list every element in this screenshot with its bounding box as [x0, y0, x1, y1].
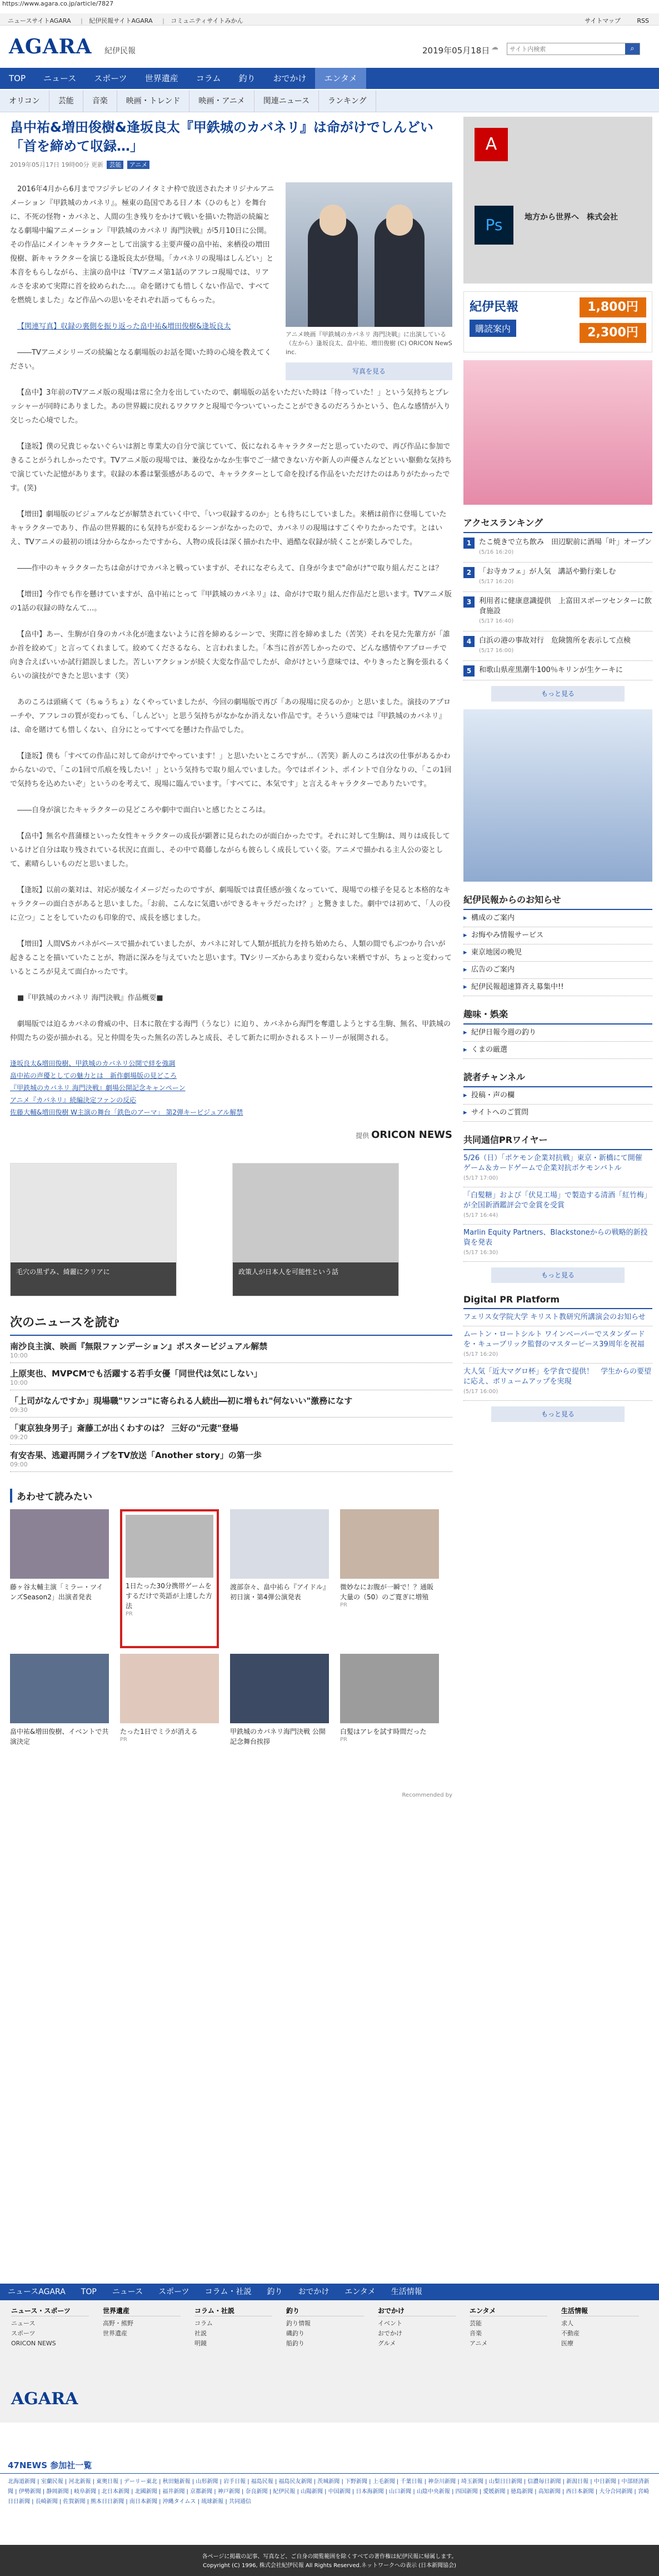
article-paragraph: ――自身が演じたキャラクターの見どころや劇中で面白いと感じたところは。: [17, 806, 270, 814]
source-credit: [10, 1124, 452, 1146]
related-link[interactable]: 『甲鉄城のカバネリ 海門決戦』劇場公開記念キャンペーン: [10, 1084, 186, 1092]
pr-wire-box: [463, 1130, 652, 1283]
nav-top[interactable]: TOP: [9, 73, 26, 83]
recommended-by[interactable]: Recommended by: [402, 1792, 452, 1798]
recommend-card[interactable]: 微妙なにお腹が一瞬で！？通販大量の（50）のご寛ぎに増殖 PR: [340, 1509, 439, 1648]
pr-item[interactable]: Marlin Equity Partners、Blackstoneからの戦略的新投資を発表 (5/17 16:30): [463, 1225, 652, 1262]
sidebar-banner[interactable]: [463, 360, 652, 505]
footer-col: ニュース・スポーツ ニュース スポーツ ORICON NEWS: [11, 2306, 89, 2349]
digital-pr-item[interactable]: 大人気「近大マグロ杯」を学食で提供！ 学生からの要望に応え、ボリュームアップを実現 (5/17 16:00): [463, 1364, 652, 1401]
sitemap-link[interactable]: サイトマップ: [585, 17, 621, 24]
kii-subscription-ad[interactable]: [463, 291, 652, 352]
article-main: [10, 117, 452, 1798]
recommend-card[interactable]: 藤ヶ谷太輔主演「ミラー・ツインズSeason2」出演者発表: [10, 1509, 109, 1648]
weather-icon: ☁: [491, 43, 498, 52]
recommend-card[interactable]: 畠中祐&増田俊樹、イベントで共演決定: [10, 1654, 109, 1793]
pr-item[interactable]: 5/26（日）「ポケモン企業対抗戦」東京・新橋にて開催 ゲーム＆カードゲームで企業対抗ポケモンバトル (5/17 17:00): [463, 1150, 652, 1187]
events-item[interactable]: ▸ くまの厳選: [463, 1042, 652, 1059]
digital-pr-box: [463, 1291, 652, 1422]
footer-nav-item[interactable]: おでかけ: [298, 2287, 330, 2296]
channel-heading: 読者チャンネル: [463, 1067, 652, 1087]
footer-nav-item[interactable]: スポーツ: [158, 2287, 189, 2296]
article-paragraph: 【逢坂】以前の薬対は、対応が緩なイメージだったのですが、劇場版では責任感が強くなっていて、現場での様子を見ると本格的なキャラクターの面白さがあると思いました。「お前、こんなに気遣いができるキャラだったけ？」と驚きました。劇中では初めて、「人の役に立つ」ことをしていたのも印象的で、成長を感じました。: [10, 886, 451, 922]
toplink-kii[interactable]: 紀伊民報サイトAGARA: [89, 17, 153, 24]
ad-text: 政策人が日本人を可能性という話: [233, 1262, 398, 1296]
notice-item[interactable]: ▸ 構成のご案内: [463, 910, 652, 927]
article-photo: [286, 182, 452, 380]
footer-col: おでかけ イベント おでかけ グルメ: [378, 2306, 456, 2349]
article-paragraph: 【畠中】3年前のTVアニメ版の現場は常に全力を出していたので、劇場版の話をいただいた時は「待っていた！」という気持ちとプレッシャーが同時にありました。あの世界観に戻れるワクワクと現場で今ついていったことができるのだろうかという、色んな感情が入り交じった心境でした。: [10, 389, 451, 425]
next-news-item[interactable]: 「上司がなんですか」現場職"ワンコ"に寄られる人続出―初に増もれ"何ないい"激務になす 09:30: [10, 1390, 452, 1418]
also-read-heading: あわせて読みたい: [10, 1489, 452, 1503]
subnav-anime[interactable]: 映画・アニメ: [189, 90, 254, 112]
footer-nav-item[interactable]: ニュース: [112, 2287, 143, 2296]
next-news-heading: 次のニュースを読む: [10, 1313, 452, 1336]
subnav-music[interactable]: 音楽: [83, 90, 117, 112]
ad-text: 毛穴の黒ずみ、綺麗にクリアに: [11, 1262, 176, 1296]
article-paragraph: あのころは頭痛くて（ちゅうちょ）なくやっていましたが、今回の劇場版で再び「あの現場に戻るのか」と思いました。演技のアプローチや、アフレコの質が変わっても、「しんどい」と思う気持ちがなかなか消えない作品です。そういう意味では『甲鉄城のカバネリ』は、命を賭けても惜しくない、自分にとってすべてを懸けた作品でした。: [10, 698, 451, 734]
kii-price-1: 1,800円: [580, 297, 646, 317]
top-links-bar: ニュースサイトAGARA | 紀伊民報サイトAGARA | コミュニティサイトみかん サイトマップ RSS: [0, 13, 659, 26]
ranking-item[interactable]: 2 「お寺カフェ」が人気 講話や勤行楽しむ (5/17 16:20): [463, 563, 652, 592]
related-links: [10, 1057, 452, 1118]
article-tag-geinou[interactable]: 芸能: [107, 161, 123, 169]
rss-link[interactable]: RSS: [637, 17, 649, 24]
sidebar-ad-anime[interactable]: [463, 709, 652, 882]
47news-list[interactable]: 北海道新聞 | 室蘭民報 | 河北新報 | 東奥日報 | デーリー東北 | 秋田魁新報 | 山形新聞 | 岩手日報 | 福島民報 | 福島民友新聞 | 茨城新聞 | 下野新聞 | 上毛新聞 | 千葉日報 | 神奈川新聞 | 埼玉新聞 | 山梨日日新聞 | 信濃毎日新聞 | 新潟日報 | 中日新聞 | 中部経済新聞 | 伊勢新聞 | 静岡新聞 | 岐阜新聞 | 北日本新聞 | 北國新聞 | 福井新聞 | 京都新聞 | 神戸新聞 | 奈良新聞 | 紀伊民報 | 山陽新聞 | 中国新聞 | 日本海新聞 | 山口新聞 | 山陰中央新報 | 四国新聞 | 愛媛新聞 | 徳島新聞 | 高知新聞 | 西日本新聞 | 大分合同新聞 | 宮崎日日新聞 | 長崎新聞 | 佐賀新聞 | 熊本日日新聞 | 南日本新聞 | 沖縄タイムス | 琉球新報 | 共同通信: [8, 2479, 650, 2505]
subnav-ranking[interactable]: ランキング: [319, 90, 376, 112]
footer-col: 釣り 釣り情報 磯釣り 船釣り: [286, 2306, 364, 2349]
footer-columns: [0, 2300, 659, 2423]
footer-logo[interactable]: AGARA: [11, 2389, 78, 2409]
recommend-card[interactable]: 甲鉄城のカバネリ海門決戦 公開記念舞台挨拶: [230, 1654, 329, 1793]
recommend-card[interactable]: 白髪はアレを試す時間だった PR: [340, 1654, 439, 1793]
footer-col: エンタメ 芸能 音楽 アニメ: [470, 2306, 547, 2349]
ad-banner[interactable]: [232, 1163, 399, 1296]
subnav-related[interactable]: 関連ニュース: [254, 90, 319, 112]
search-box: [507, 43, 640, 55]
related-link[interactable]: 逢坂良太&増田俊樹、甲鉄城のカバネリ公開で絆を強調: [10, 1060, 176, 1067]
sidebar: [463, 117, 652, 1430]
notice-item[interactable]: ▸ お悔やみ情報サービス: [463, 927, 652, 944]
pr-wire-heading: 共同通信PRワイヤー: [463, 1130, 652, 1150]
nav-heritage[interactable]: 世界遺産: [144, 73, 178, 83]
photo-list-button[interactable]: 写真を見る: [286, 362, 452, 380]
sidebar-ad-top[interactable]: [463, 117, 652, 284]
article-paragraph: ■『甲鉄城のカバネリ 海門決戦』作品概要■: [17, 994, 163, 1002]
ranking-item[interactable]: 5 和歌山県産黒潮牛100％キリンが生ケーキに: [463, 661, 652, 680]
copyright-line-2: Copyright (C) 1996, 株式会社紀伊民報 All Rights Reserved.ネットワークへの表示 (日本新聞協会): [203, 2563, 456, 2569]
notice-heading: 紀伊民報からのお知らせ: [463, 889, 652, 910]
photo-caption: アニメ映画『甲鉄城のカバネリ 海門決戦』に出演している（左から）逢坂良太、畠中祐、増田俊樹 (C) ORICON NewS inc.: [286, 331, 452, 356]
access-ranking-heading: アクセスランキング: [463, 513, 652, 533]
header-date: 2019年05月18日: [422, 46, 490, 56]
also-read: [10, 1489, 452, 1798]
kii-price-2: 2,300円: [580, 323, 646, 343]
next-news-item[interactable]: 「東京独身男子」斎藤工が出くわすのは？ 三好の"元妻"登場 09:20: [10, 1418, 452, 1445]
search-button[interactable]: [625, 43, 640, 54]
footer-nav-item[interactable]: TOP: [81, 2287, 97, 2296]
toplink-mikan[interactable]: コミュニティサイトみかん: [171, 17, 243, 24]
footer-nav: [0, 2284, 659, 2300]
subnav-trend[interactable]: 映画・トレンド: [117, 90, 190, 112]
footer-nav-item[interactable]: エンタメ: [345, 2287, 376, 2296]
related-link[interactable]: アニメ『カバネリ』続編決定ファンの反応: [10, 1096, 137, 1104]
main-nav: [0, 68, 659, 89]
article-date: 2019年05月17日 19時00分 更新: [10, 161, 103, 168]
47news-heading[interactable]: 47NEWS 参加社一覧: [0, 2457, 659, 2474]
digital-more-button[interactable]: もっと見る: [491, 1406, 625, 1422]
related-link[interactable]: 畠中祐の声優としての魅力とは 新作劇場版の見どころ: [10, 1072, 177, 1080]
copyright-line-1: 各ページに掲載の記事、写真など、ご自身の閲覧範囲を除くすべての著作権は紀伊民報に帰属します。: [202, 2554, 457, 2560]
nav-fishing[interactable]: 釣り: [238, 73, 256, 83]
next-news-item[interactable]: 南沙良主演、映画『無限ファンデーション』ポスタービジュアル解禁 10:00: [10, 1336, 452, 1363]
article-paragraph: 【逢坂】僕も「すべての作品に対して命がけでやっています！」と思いたいところですが…（苦笑）新人のころは次の仕事があるかわからないので、「この1回で爪痕を残したい！」という気持ちで取り組んでいました。今ではポイント、ポイントで自分なりの、「この1回で気持ちを込めたいぞ」というのを考えて、現場に臨んでいます。「すべてに、本気です」と言えるキャラクターでありたいです。: [10, 752, 452, 788]
footer-nav-item[interactable]: コラム・社説: [204, 2287, 252, 2296]
recommend-card-highlighted[interactable]: 1日たった30分携帯ゲームをするだけで英語が上達した方法 PR: [120, 1509, 219, 1648]
notice-item[interactable]: ▸ 紀伊民報超速算斉え募集中!!: [463, 979, 652, 996]
article-paragraph: 劇場版では迫るカバネの脅威の中、日本に散在する海門（うなじ）に迫り、カバネから海門を奪還しようとする生駒、無名、甲鉄城の仲間たちの姿が描かれる。兄と仲間を失った無名の苦しみと成長、そして新たに明かされるストーリーが展開される。: [10, 1020, 451, 1042]
article-paragraph: 【畠中】無名や菖蒲様といった女性キャラクターの成長が顕著に見られたのが面白かったです。それに対して生駒は、周りは成長しているけど自分は取り残されている状況に直面し、その中で葛藤しながらも彼らしく成長していく姿。アニメで描かれる主人公の姿として、素晴らしいものだと思いました。: [10, 832, 450, 868]
article-paragraph: ――TVアニメシリーズの続編となる劇場版のお話を聞いた時の心境を教えてください。: [10, 349, 272, 371]
site-logo[interactable]: AGARA: [9, 35, 92, 58]
ranking-item[interactable]: 4 白浜の港の事故対行 危険箇所を表示して点検 (5/17 16:00): [463, 631, 652, 661]
article-paragraph: 【増田】人間VSカバネがベースで描かれていましたが、カバネに対して人類が抵抗力を持ち始めたら、人類の間でもぶつかり合いが起きることを描いていたことが、物語に深みを与えていたと思います。TVシリーズからあまり変わらない来栖ですが、ちょっと変わっているところが見えて面白かったです。: [10, 940, 452, 976]
notice-item[interactable]: ▸ 東京地図の晩児: [463, 944, 652, 962]
article-paragraph: ――作中のキャラクターたちは命がけでカバネと戦っていますが、それになぞらえて、自身が今まで"命がけ"で取り組んだことは？: [17, 564, 443, 573]
article-paragraph: 【増田】今作でも作を懸けていますが、畠中祐にとって『甲鉄城のカバネリ』は、命がけで取り組んだ作品だと思います。TVアニメ版の1話の収録の時なんて…。: [10, 590, 452, 613]
toplink-agara[interactable]: ニュースサイトAGARA: [8, 17, 71, 24]
footer-nav-item[interactable]: ニュースAGARA: [8, 2287, 66, 2296]
channel-item[interactable]: ▸ 投稿・声の欄: [463, 1087, 652, 1105]
article-body: [10, 182, 452, 1146]
channel-item[interactable]: ▸ サイトへのご質問: [463, 1105, 652, 1122]
article-paragraph: 2016年4月から6月までフジテレビのノイタミナ枠で放送されたオリジナルアニメーション『甲鉄城のカバネリ』。極東の島国である日ノ本（ひのもと）を舞台に、不死の怪物・カバネと、人間の生き残りをかけて戦いを描いた物語の続編となる劇場中編アニメーション『甲鉄城のカバネリ 海門決戦』が5月10日に公開。その作品にメインキャラクターとして出演する主要声優の畠中祐、来栖役の増田俊樹、新キャラクターを演じる逢坂良太が登場。「カバネリの現場はしんどい」と本音をもらしながら、主演の畠中は「TVアニメ第1話のアフレコ現場では、リアルさを求めて実際に首を絞められた…。命を賭けても惜しくない作品で、すべてを燃焼しました」など作品への思いをそれぞれ語ってもらった。: [10, 185, 274, 305]
footer-nav-item[interactable]: 釣り: [267, 2287, 283, 2296]
page-url: https://www.agara.co.jp/article/7827: [2, 0, 114, 7]
nav-sports[interactable]: スポーツ: [94, 73, 127, 83]
events-box: [463, 1004, 652, 1059]
nav-entame[interactable]: エンタメ: [315, 68, 366, 89]
ranking-item[interactable]: 1 たこ焼きで立ち飲み 田辺駅前に酒場「叶」オープン (5/16 16:20): [463, 533, 652, 563]
footer-col: コラム・社説 コラム 社説 明鏡: [194, 2306, 272, 2349]
events-item[interactable]: ▸ 紀伊日報今週の釣り: [463, 1025, 652, 1042]
access-ranking: [463, 513, 652, 702]
kii-subscribe-label: 購読案内: [470, 320, 516, 337]
photoshop-icon: Ps: [475, 206, 513, 245]
article-tag-anime[interactable]: アニメ: [127, 161, 149, 169]
site-footer: [0, 2284, 659, 2576]
related-link[interactable]: 佐藤大輔&増田俊樹 W主演の舞台「鉄色のアーマ」 第2弾キービジュアル解禁: [10, 1108, 243, 1116]
next-news: [10, 1313, 452, 1472]
pr-more-button[interactable]: もっと見る: [491, 1267, 625, 1283]
sidebar-ad-text: 地方から世界へ 株式会社: [525, 213, 618, 222]
footer-col: 世界遺産 高野・熊野 世界遺産: [103, 2306, 181, 2339]
recommend-card[interactable]: 渡部奈々、畠中祐ら『アイドル』初日演・第4弾公演発表: [230, 1509, 329, 1648]
kii-logo: 紀伊民報: [470, 300, 519, 314]
nav-column[interactable]: コラム: [196, 73, 221, 83]
adobe-logo-icon: A: [475, 128, 508, 161]
sub-nav: [0, 90, 659, 112]
site-logo-sub: 紀伊民報: [104, 47, 136, 56]
47news-network: [0, 2457, 659, 2518]
article-title: 畠中祐&増田俊樹&逢坂良太『甲鉄城のカバネリ』は命がけでしんどい「首を締めて収録…」: [10, 120, 433, 154]
source-label: 提供: [356, 1132, 370, 1140]
related-photo-link[interactable]: 【関連写真】収録の裏側を振り返った畠中祐&増田俊樹&逢坂良太: [17, 322, 231, 331]
also-read-grid: [10, 1509, 452, 1798]
channel-box: [463, 1067, 652, 1122]
footer-col: 生活情報 求人 不動産 医療: [561, 2306, 639, 2349]
pr-item[interactable]: 「白髪糖」および「伏見工場」で製造する清酒「紅竹梅」が全国新酒鑑評会で金賞を受賞 (5/17 16:44): [463, 1187, 652, 1225]
recommend-card[interactable]: たった1日でミラが消える PR: [120, 1654, 219, 1793]
article-paragraph: 【畠中】あー、生駒が自身のカバネ化が進まないように首を締めるシーンで、実際に首を締めました（苦笑）それを見た先輩方が「誰か首を絞めて」と言ってくれまして。絞めてくださるなら、と言われました。「本当に首が苦しかったので、どんな感情やアプローチで向き合えばいいか試行錯誤しました。苦しいアクションが続く大変な作品でしたが、命がけという意味では、やりきったと胸を張れるくらいの演技ができたと思います（笑）: [10, 630, 451, 680]
notice-item[interactable]: ▸ 広告のご案内: [463, 962, 652, 979]
subnav-geinou[interactable]: 芸能: [49, 90, 83, 112]
digital-pr-item[interactable]: フェリス女学院大学 キリスト教研究所講演会のお知らせ: [463, 1309, 652, 1326]
next-news-item[interactable]: 上原実也、MVPCMでも活躍する若手女優「同世代は気にしない」 10:00: [10, 1363, 452, 1390]
article-meta: [10, 160, 452, 171]
oricon-logo[interactable]: ORICON NEWS: [371, 1129, 452, 1141]
next-news-item[interactable]: 有安杏果、逃避再開ライブをTV放送「Another story」の第一歩 09:00: [10, 1445, 452, 1472]
article-paragraph: 【逢坂】僕の兄貴じゃないぐらいは割と専業大の自分で演じていて、仮になれるキャラクターだと思っていたので、再び作品に参加できることがうれしかったです。TVアニメ版の現場では、兼役なかなか生事でご一緒できない方や新人の声優さんなどといい駆動な気持ちで演じていた記憶があります。収録の本番は緊張感があるので、キャラクターとして命を投げる作品をいただけたのはありがたかったです。(笑): [10, 442, 452, 493]
copyright: [0, 2545, 659, 2576]
nav-news[interactable]: ニュース: [43, 73, 77, 83]
ranking-more-button[interactable]: もっと見る: [491, 686, 625, 702]
site-header: [0, 26, 659, 65]
article-paragraph: 【増田】劇場版のビジュアルなどが解禁されていく中で、「いつ収録するのか」とも待ちにしていました。来栖は前作に登場していたキャラクターであり、作品の世界観的にも気持ちが変わるシーンがなかったので、カバネリの現場はすごくやりたかったです。とはいえ、TVアニメの最初の頃は分からなかったですから、人物の成長は深く描かれた中、過酷な収録が続くことが楽しみでした。: [10, 510, 447, 546]
ranking-item[interactable]: 3 利用者に健康意識提供 上富田スポーツセンターに飲食施設 (5/17 16:40): [463, 592, 652, 631]
footer-nav-item[interactable]: 生活情報: [391, 2287, 422, 2296]
article-photo-image[interactable]: [286, 182, 452, 327]
search-icon: ⌕: [630, 44, 635, 53]
subnav-oricon[interactable]: オリコン: [0, 90, 49, 112]
nav-outing[interactable]: おでかけ: [273, 73, 307, 83]
notice-box: [463, 889, 652, 996]
events-heading: 趣味・娯楽: [463, 1004, 652, 1025]
search-input[interactable]: [507, 43, 624, 54]
digital-pr-heading: Digital PR Platform: [463, 1291, 652, 1309]
article-ads: [10, 1163, 452, 1296]
digital-pr-item[interactable]: ムートン・ロートシルト ワインベーパーでスタンダードを・キューブリック監督のマスターピース39周年を祝福 (5/17 16:20): [463, 1326, 652, 1364]
ad-banner[interactable]: [10, 1163, 177, 1296]
